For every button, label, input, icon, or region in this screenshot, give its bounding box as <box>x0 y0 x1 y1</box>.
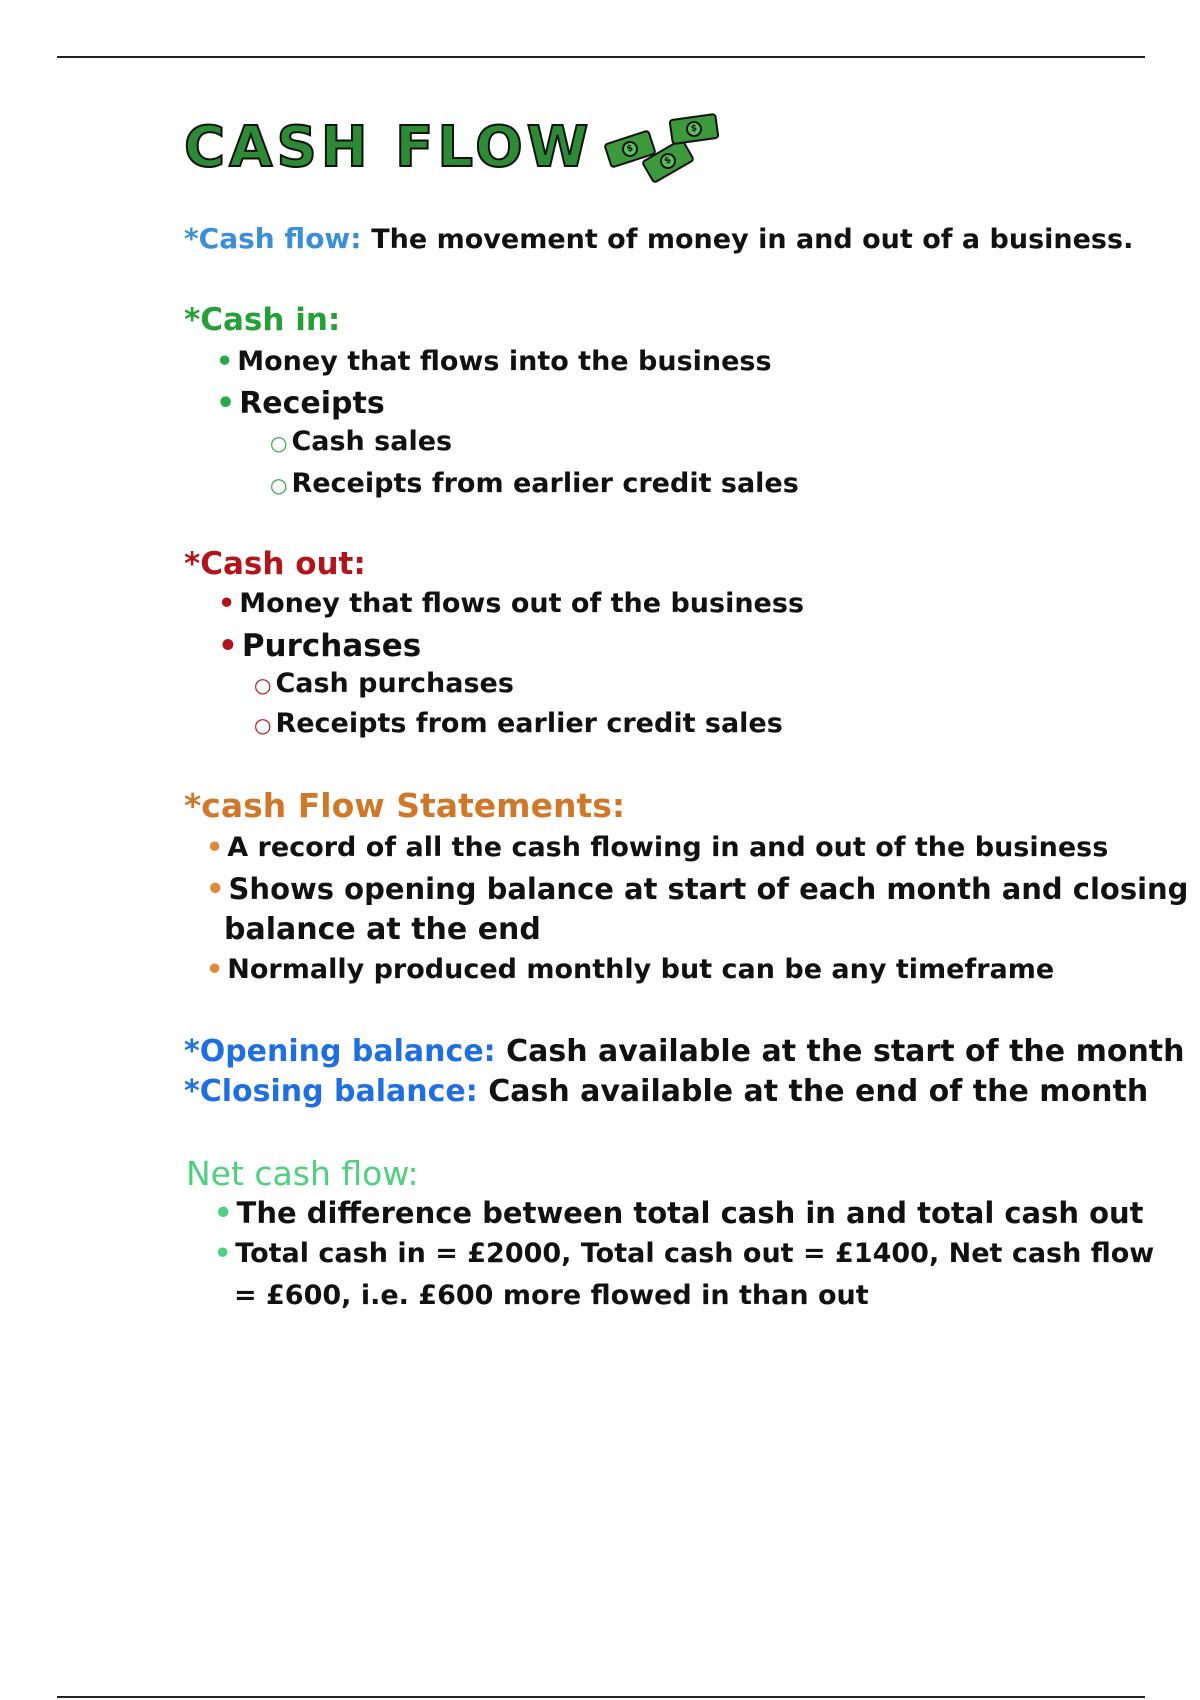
closing-balance-label: *Closing balance: <box>184 1074 478 1109</box>
list-item: • Purchases <box>218 628 422 664</box>
list-item: • Normally produced monthly but can be any timeframe <box>206 954 1055 985</box>
opening-balance-label: *Opening balance: <box>184 1034 496 1069</box>
title-block <box>184 112 718 182</box>
list-item: • A record of all the cash flowing in and out of the business <box>206 832 1109 863</box>
list-item-continuation: = £600, i.e. £600 more flowed in than out <box>234 1280 869 1311</box>
list-item: • Money that flows into the business <box>216 346 772 377</box>
page-title: CASH FLOW <box>184 114 593 180</box>
sub-list-item: ○ Cash sales <box>270 426 453 457</box>
list-item-continuation: balance at the end <box>224 912 541 947</box>
cash-out-heading: *Cash out: <box>184 546 366 582</box>
sub-list-item: ○ Cash purchases <box>254 668 514 699</box>
bottom-rule <box>57 1696 1145 1698</box>
cash-flow-label: *Cash flow: <box>184 222 362 255</box>
money-bills-icon: $ $ $ <box>598 112 718 182</box>
list-item: • Total cash in = £2000, Total cash out = £1400, Net cash flow <box>214 1238 1155 1269</box>
sub-list-item: ○ Receipts from earlier credit sales <box>254 708 783 739</box>
statements-heading: *cash Flow Statements: <box>184 786 626 825</box>
net-cash-flow-heading: Net cash flow: <box>186 1154 419 1193</box>
opening-balance-text: Cash available at the start of the month <box>506 1034 1185 1069</box>
closing-balance-text: Cash available at the end of the month <box>488 1074 1149 1109</box>
cash-in-heading: *Cash in: <box>184 302 341 338</box>
cash-flow-definition <box>184 222 1133 255</box>
closing-balance-line <box>184 1074 1148 1109</box>
list-item: • The difference between total cash in and total cash out <box>214 1196 1144 1230</box>
list-item: • Money that flows out of the business <box>218 588 805 619</box>
list-item: • Receipts <box>216 386 385 421</box>
list-item: • Shows opening balance at start of each month and closing <box>206 872 1189 906</box>
sub-list-item: ○ Receipts from earlier credit sales <box>270 468 799 499</box>
opening-balance-line <box>184 1034 1185 1069</box>
top-rule <box>57 56 1145 58</box>
cash-flow-text: The movement of money in and out of a business. <box>371 224 1134 255</box>
